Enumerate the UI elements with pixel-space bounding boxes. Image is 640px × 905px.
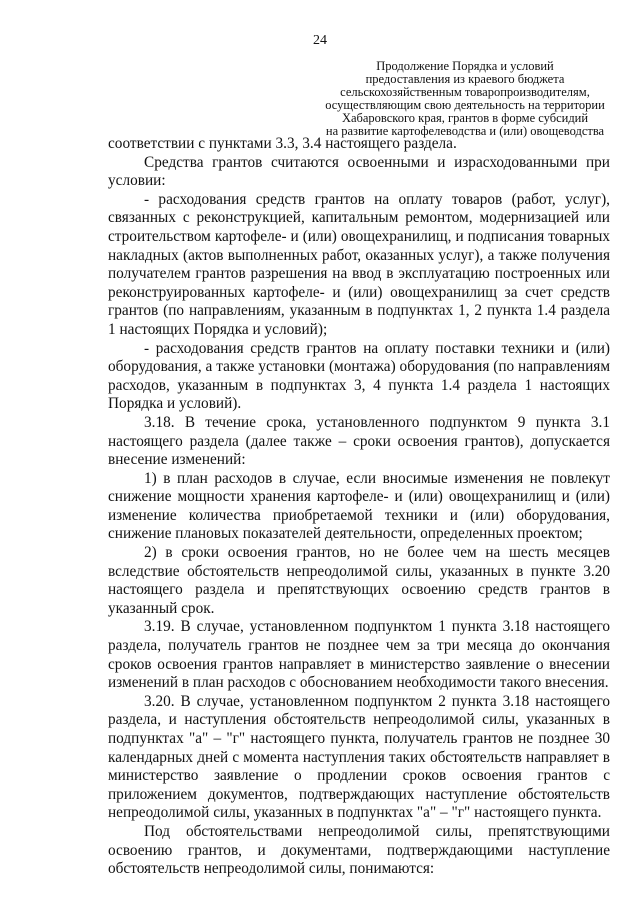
running-header: [300, 60, 630, 138]
header-line: Продолжение Порядка и условий: [376, 59, 554, 73]
header-line: на развитие картофелеводства и (или) овощеводства: [325, 124, 605, 138]
header-line: сельскохозяйственным товаропроизводителям,: [340, 85, 590, 99]
header-line: осуществляющим свою деятельность на территории: [325, 98, 605, 112]
paragraph-3-18-item-2: 2) в сроки освоения грантов, но не более чем на шесть месяцев вследствие обстоятельств непреодолимой силы, указанных в пункте 3.20 настоящего раздела и препятствующих освоению средств грантов в указанный срок.: [108, 544, 610, 617]
paragraph-3-18: 3.18. В течение срока, установленного подпунктом 9 пункта 3.1 настоящего раздела (далее также – сроки освоения грантов), допускается внесение изменений:: [108, 413, 610, 469]
paragraph-continuation: соответствии с пунктами 3.3, 3.4 настоящего раздела.: [108, 135, 457, 152]
paragraph-conditions-intro: Средства грантов считаются освоенными и израсходованными при условии:: [108, 153, 610, 190]
document-body: [108, 135, 610, 879]
paragraph-3-20: 3.20. В случае, установленном подпунктом 2 пункта 3.18 настоящего раздела, и наступления обстоятельств непреодолимой силы, указанных в подпунктах "а" – "г" настоящего пункта, получатель грантов не позднее 30 календарных дней с момента наступления таких обстоятельств направляет в министерство заявление о продлении сроков освоения грантов с приложением документов, подтверждающих наступление обстоятельств непреодолимой силы, указанных в подпунктах "а" – "г" настоящего пункта.: [108, 692, 610, 822]
paragraph-condition-equipment: - расходования средств грантов на оплату поставки техники и (или) оборудования, а также установки (монтажа) оборудования (по направлениям расходов, указанным в подпунктах 3, 4 пункта 1.4 раздела 1 настоящих Порядка и условий).: [108, 339, 610, 413]
paragraph-3-19: 3.19. В случае, установленном подпунктом 1 пункта 3.18 настоящего раздела, получатель грантов не позднее чем за три месяца до окончания сроков освоения грантов направляет в министерство заявление о внесении изменений в план расходов с обоснованием необходимости такого внесения.: [108, 618, 610, 692]
header-line: предоставления из краевого бюджета: [365, 72, 565, 86]
paragraph-3-18-item-1: 1) в план расходов в случае, если вносимые изменения не повлекут снижение мощности хранения картофеле- и (или) овощехранилищ и (или) изменение количества приобретаемой техники и (или) оборудования, снижение плановых показателей деятельности, определенных проектом;: [108, 469, 610, 543]
page-number: 24: [313, 33, 327, 48]
paragraph-force-majeure: Под обстоятельствами непреодолимой силы, препятствующими освоению грантов, и документами, подтверждающими наступление обстоятельств непреодолимой силы, понимаются:: [108, 822, 610, 878]
header-line: Хабаровского края, грантов в форме субсидий: [341, 111, 589, 125]
paragraph-condition-works: - расходования средств грантов на оплату товаров (работ, услуг), связанных с реконструкцией, капитальным ремонтом, модернизацией или строительством картофеле- и (или) овощехранилищ, и подписания товарных накладных (актов выполненных работ, оказанных услуг), а также получения получателем грантов разрешения на ввод в эксплуатацию построенных или реконструированных картофеле- и (или) овощехранилищ за счет средств грантов (по направлениям, указанным в подпунктах 1, 2 пункта 1.4 раздела 1 настоящих Порядка и условий);: [108, 190, 610, 338]
